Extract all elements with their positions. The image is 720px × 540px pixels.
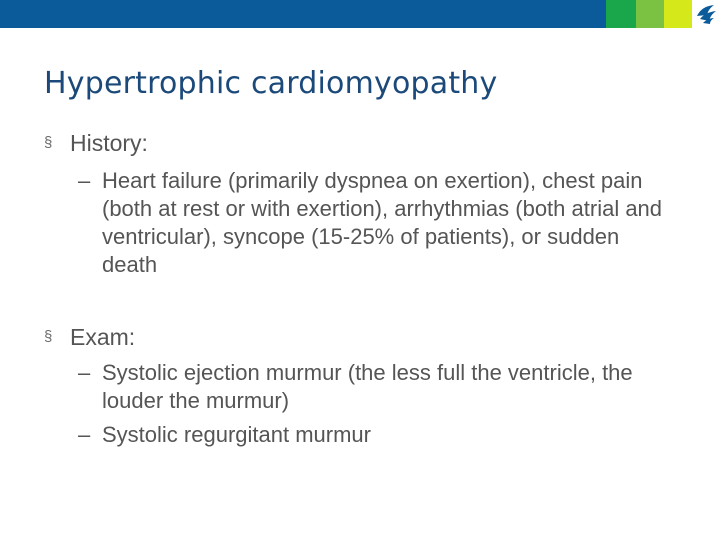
sub-bullet	[78, 359, 678, 415]
sub-marker: –	[78, 168, 91, 193]
sub-bullet-text: Heart failure (primarily dyspnea on exertion), chest pain (both at rest or with exertion), arrhythmias (both atrial and ventricular), syncope (15-25% of patients), or sudden death	[102, 168, 663, 277]
bullet-history	[44, 130, 148, 157]
sub-bullet-text: Systolic ejection murmur (the less full the ventricle, the louder the murmur)	[102, 360, 633, 413]
bullet-marker: §	[44, 328, 53, 346]
slide-title: Hypertrophic cardiomyopathy	[44, 66, 498, 101]
sub-bullet-text: Systolic regurgitant murmur	[102, 422, 371, 447]
sub-marker: –	[78, 360, 91, 385]
bullet-exam	[44, 324, 135, 351]
bullet-marker: §	[44, 134, 53, 152]
sub-marker: –	[78, 422, 91, 447]
bullet-label: History:	[70, 130, 148, 156]
accent-swatch-green-light	[636, 0, 664, 28]
accent-swatch-green-dark	[606, 0, 636, 28]
bird-logo-icon	[692, 0, 720, 28]
bullet-label: Exam:	[70, 324, 136, 350]
accent-swatch-yellow	[664, 0, 692, 28]
sub-bullet	[78, 421, 678, 449]
sub-bullet	[78, 167, 678, 279]
